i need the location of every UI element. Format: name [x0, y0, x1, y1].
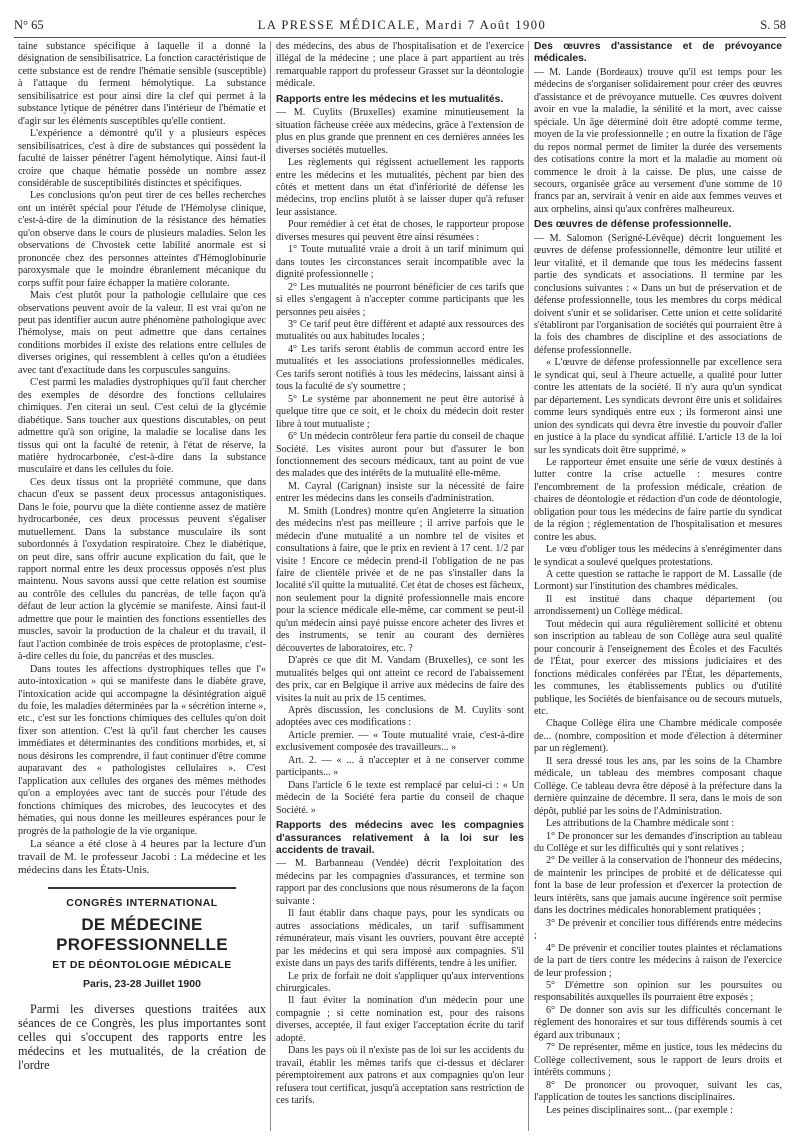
paragraph: Article premier. — « Toute mutualité vraie, c'est-à-dire exclusivement composée des travailleurs... » — [276, 729, 524, 754]
paragraph: — M. Cuylits (Bruxelles) examine minutieusement la situation fâcheuse créée aux médecins, grâce à l'extension de plus en plus grande que prennent en ces dernières années les diverses sociétés mutuelles. — [276, 107, 524, 156]
paragraph: Le prix de forfait ne doit s'appliquer qu'aux interventions chirurgicales. — [276, 970, 524, 994]
journal-title: LA PRESSE MÉDICALE, Mardi 7 Août 1900 — [257, 18, 547, 32]
section-heading — [276, 94, 524, 106]
paragraph: Les règlements qui régissent actuellement les rapports entre les médecins et les mutualités, pèchent par bien des côtés et mettent dans un état d'infériorité de défense les médecins, trop enclins plutôt à se laisser duper qu'à refuser leur assistance. — [276, 157, 524, 218]
column-2 — [276, 41, 524, 1108]
closing-paragraph: La séance a été close à 4 heures par la lecture d'un travail de M. le professeur Jacobi : La médecine et les médecins dans les États-Unis. — [18, 838, 266, 876]
list-item: 1° Toute mutualité vraie a droit à un tarif minimum qui dans toutes les circonstances serait incompatible avec la dignité professionnelle ; — [276, 244, 524, 281]
congress-dates: Paris, 23-28 Juillet 1900 — [83, 977, 201, 990]
paragraph: Dans toutes les affections dystrophiques telles que l'« auto-intoxication » qui se manifeste dans le diabète grave, l'intoxication acide qui accompagne la désintégration aiguë du foie, les maladies déterminées par la « sécrétion interne », etc., c'est sur les fonctions chimiques des cellules qu'on doit fixer son attention. C'est là qu'il faut chercher les causes immédiates et déterminantes des conditions morbides, et, si nous désirons les comprendre, il faut continuer d'être comme auparavant des « pathologistes cellulaires ». C'est l'application aux cellules des organes des mêmes méthodes qu'on a employées avec tant de succès pour l'étude des fonctions chimiques des microbes, des leucocytes et des hématies, qui nous donne les meilleures espérances pour le progrès de la pathologie de la vie organique. — [18, 663, 266, 837]
list-item: 8° De prononcer ou provoquer, suivant les cas, l'application de toutes les sanctions disciplinaires. — [534, 1079, 782, 1104]
paragraph: Mais c'est plutôt pour la pathologie cellulaire que ces observations peuvent avoir de la valeur. Il est vrai qu'on ne peut pas identifier aucun autre phénomène pathologique avec l'hémolyse, mais on peut admettre que dans certaines conditions morbides il existe des relations entre cellules de diverses origines, qui ressemblent à celles qu'on a étudiées avec tant d'exactitude dans les corpuscules sanguins. — [18, 290, 266, 376]
paragraph: Tout médecin qui aura régulièrement sollicité et obtenu son inscription au tableau de son Collège aura seul qualité pour concourir à l'enseignement des Écoles et des Facultés de l'État, pour exercer des missions judiciaires et des fonctions médicales conférées par l'État, les départements, les communes, les établissements publics ou d'utilité publique, les Sociétés de bienfaisance ou de secours mutuels, etc. — [534, 618, 782, 718]
heading-text: Rapports entre les médecins et les mutualités. — [276, 93, 504, 105]
page-header — [14, 18, 786, 36]
paragraph: Il faut établir dans chaque pays, pour les syndicats ou autres associations médicales, un tarif suffisamment rémunérateur, mais visant les ouvriers, pouvant être accepté par les médecins et qui sera imposé aux compagnies. S'il existe dans un pays des tarifs différents, tendre à les unifier. — [276, 908, 524, 970]
congress-line-2: DE MÉDECINE PROFESSIONNELLE — [56, 915, 228, 955]
paragraph: des médecins, des abus de l'hospitalisation et de l'exercice illégal de la médecine ; une place à part appartient au très remarquable rapport du professeur Grasset sur la déontologie médicale. — [276, 41, 524, 90]
congress-line-3: ET DE DÉONTOLOGIE MÉDICALE — [52, 959, 232, 972]
paragraph: Il sera dressé tous les ans, par les soins de la Chambre médicale, un tableau des membres composant chaque Collège. Ce tableau devra être déposé à la préfecture dans la dernière quinzaine de décembre. Il sera, dans le mois de son dépôt, publié par les soins de l'Administration. — [534, 755, 782, 817]
section-heading — [534, 219, 782, 231]
paragraph: C'est parmi les maladies dystrophiques qu'il faut chercher des exemples de désordre des fonctions cellulaires chimiques. J'en citerai un seul. C'est celui de la glycémie diabétique. Sans toucher aux questions discutables, on peut admettre qu'à son origine, la maladie se localise dans les tissus qui ont la faculté de retenir, à l'état de réserve, la matière hydrocarbonée, c'est-à-dire dans la substance musculaire et dans les cellules du foie. — [18, 377, 266, 476]
list-item: 6° De donner son avis sur les difficultés concernant le règlement des honoraires et sur tous différends soumis à cet égard aux tribunaux ; — [534, 1004, 782, 1041]
section-heading — [534, 41, 782, 66]
paragraph: Art. 2. — « ... à n'accepter et à ne conserver comme participants... » — [276, 754, 524, 779]
header-rule — [14, 37, 786, 38]
list-item: 5° D'émettre son opinion sur les poursuites ou responsabilités auxquelles ils pourraient être exposés ; — [534, 979, 782, 1004]
list-item: 5° Le système par abonnement ne peut être autorisé à quelque titre que ce soit, et le choix du médecin doit rester libre à tout mutualiste ; — [276, 393, 524, 430]
paragraph: Les peines disciplinaires sont... (par exemple : — [546, 1104, 733, 1116]
paragraph: Le rapporteur émet ensuite une série de vœux destinés à lutter contre la crise actuelle : mesures contre l'encombrement de la profession médicale, création de chaires de déontologie et rédaction d'un code de déontologie, obligation pour tous les médecins de faire partie du syndicat de la région ; réglementation de l'hospitalisation et mesures contre les abus. — [534, 456, 782, 543]
list-item: 3° De prévenir et concilier tous différends entre médecins ; — [534, 917, 782, 942]
paragraph: M. Cayral (Carignan) insiste sur la nécessité de faire entrer les médecins dans les conseils d'administration. — [276, 480, 524, 505]
congress-line-1: CONGRÈS INTERNATIONAL — [66, 897, 218, 909]
paragraph: D'après ce que dit M. Vandam (Bruxelles), ce sont les mutualités belges qui ont atteint ce record de l'abaissement des prix, car en Belgique il arrive aux médecins de faire des visites la nuit au prix de 15 centimes. — [276, 655, 524, 704]
paragraph: — M. Salomon (Serigné-Lévêque) décrit longuement les œuvres de défense professionnelle, démontre leur utilité et leur vitalité, et il demande que tous les médecins fassent partie des syndicats et associations. Il termine par les conclusions suivantes : « Dans un but de préservation et de défense professionnelle, tous les membres du corps médical doivent s'unir et se solidariser. Cette union et cette solidarité s'établiront par l'organisation de sociétés qui pourraient être à la fois des chambres de discipline et des associations de défense professionnelle. — [534, 232, 782, 356]
paragraph: Dans l'article 6 le texte est remplacé par celui-ci : « Un médecin de la Société fera partie du conseil de chaque Société. » — [276, 779, 524, 816]
list-item: 6° Un médecin contrôleur fera partie du conseil de chaque Société. Les visites auront pour but d'assurer le bon fonctionnement des secours médicaux, tant au point de vue des malades que des intérêts de la mutualité elle-même. — [276, 431, 524, 480]
paragraph: M. Smith (Londres) montre qu'en Angleterre la situation des médecins n'est pas meilleure ; il arrive parfois que le médecin d'une mutualité a un nombre tel de visites et consultations à faire, que le prix en revient à 17 cent. 1/2 par visite ! Encore ce médecin prend-il l'obligation de ne pas faire de clientèle privée et de ne pas s'installer dans la localité s'il quitte la mutualité. Cet état de choses est fâcheux, non seulement pour la dignité professionnelle mais encore pour la science médicale elle-même, car comment se peut-il qu'un médecin ainsi payé puisse encore acheter des livres et des instruments, se tenir au courant des dernières découvertes de laboratoires, etc. ? — [276, 505, 524, 654]
list-item: 2° Les mutualités ne pourront bénéficier de ces tarifs que si elles s'engagent à n'accepter comme participants que les personnes peu aisées ; — [276, 281, 524, 318]
page-number: S. 58 — [760, 18, 786, 32]
column-1 — [18, 41, 266, 1072]
issue-number: N° 65 — [14, 18, 44, 32]
section-heading — [276, 820, 524, 857]
paragraph: Pour remédier à cet état de choses, le rapporteur propose diverses mesures qui peuvent être ainsi résumées : — [276, 219, 524, 243]
paragraph: Le vœu d'obliger tous les médecins à s'enrégimenter dans le syndicat a soulevé quelques protestations. — [534, 544, 782, 568]
heading-text: Rapports des médecins avec les compagnies d'assurances relativement à la loi sur les accidents de travail. — [276, 820, 524, 856]
paragraph: L'expérience a démontré qu'il y a plusieurs espèces sensibilisatrices, c'est à dire de substances qui possèdent la faculté de laisser pénétrer l'agent hémolytique. Ainsi faut-il croire que chaque hématie possède un nombre assez considérable de susceptibilités distinctes et spécifiques. — [18, 128, 266, 189]
list-item: 7° De représenter, même en justice, tous les médecins du Collège collectivement, sous le rapport de leurs droits et intérêts communs ; — [534, 1042, 782, 1079]
congress-heading — [18, 897, 266, 990]
paragraph: Les conclusions qu'on peut tirer de ces belles recherches ont un intérêt spécial pour l'étude de l'Hémolyse clinique, c'est-à-dire de la diminution de la résistance des hématies qu'on observe dans le cours de plusieurs maladies. Selon les observations de Chvostek cette labilité anormale est si prononcée chez des personnes atteintes d'Hémoglobinurie paroxysmale que le moindre ébranlement mécanique du corps suffit pour faire échapper la matière colorante. — [18, 190, 266, 289]
paragraph: Parmi les diverses questions traitées aux séances de ce Congrès, les plus importantes sont celles qui s'occupent des rapports entre les médecins et les mutualités, de la création de l'ordre — [18, 1002, 266, 1073]
paragraph: Il faut éviter la nomination d'un médecin pour une compagnie ; si cette nomination est, pour des raisons diverses, acceptée, il faut exiger l'acceptation écrite du tarif adopté. — [276, 995, 524, 1044]
heading-text: Des œuvres d'assistance et de prévoyance médicales. — [534, 41, 782, 65]
column-3 — [534, 41, 782, 1117]
paragraph: Après discussion, les conclusions de M. Cuylits sont adoptées avec ces modifications : — [276, 705, 524, 729]
paragraph: — M. Barbanneau (Vendée) décrit l'exploitation des médecins par les compagnies d'assurances, et termine son rapport par des conclusions que nous résumerons de la façon suivante : — [276, 858, 524, 907]
list-item: 1° De prononcer sur les demandes d'inscription au tableau du Collège et sur les difficultés qui y sont relatives ; — [534, 830, 782, 854]
list-item: 2° De veiller à la conservation de l'honneur des médecins, de maintenir les principes de probité et de délicatesse qui font la base de leur profession et d'exercer la protection de leurs intérêts, sans que jamais aucune ingérence soit permise dans les doctrines médicales honorablement pratiquées ; — [534, 855, 782, 917]
paragraph: A cette question se rattache le rapport de M. Lassalle (de Lormont) sur l'institution des chambres médicales. — [534, 569, 782, 593]
section-rule — [48, 887, 236, 889]
paragraph: Dans les pays où il n'existe pas de loi sur les accidents du travail, établir les mêmes tarifs que ci-dessus et déclarer péremptoirement aux patrons et aux compagnies qu'on leur refusera tout certificat, jusqu'à acceptation sans restriction de ces tarifs. — [276, 1045, 524, 1107]
column-divider — [270, 41, 271, 1131]
paragraph: Ces deux tissus ont la propriété commune, que dans chacun d'eux se passent deux processus antagonistiques. Dans le foie, pourvu que la diète contienne assez de matière hydrocarbonée, ces deux processus peuvent s'égaliser mutuellement. Dans la substance musculaire ils sont subordonnés à l'oxydation respiratoire. Chez le diabétique, on peut dire, sans offrir aucune explication du fait, que le rapport normal entre les deux processus opposés n'est plus maintenu. Nous savons aussi que cette relation est soumise au contrôle des cellules du pancréas, de telle façon qu'à défaut de leur action la glycémie se manifeste. Ainsi faut-il admettre que pour le maintien des fonctions essentielles des muscles, savoir la production de la chaleur et du travail, il faut l'action combinée de trois espèces de protoplasme, c'est-à-dire celles du foie, du pancréas et des muscles. — [18, 476, 266, 663]
paragraph: Les attributions de la Chambre médicale sont : — [546, 818, 735, 830]
list-item: 3° Ce tarif peut être différent et adapté aux ressources des mutualités ou aux habitudes locales ; — [276, 318, 524, 343]
paragraph: — M. Lande (Bordeaux) trouve qu'il est temps pour les médecins de s'organiser solidairement pour créer des œuvres d'assistance et de prévoyance mutuelle. Ces œuvres doivent avoir en vue la maladie, la sénilité et la mort, avec caisse spéciale. Un âge déterminé doit être adopté comme terme, moyen de la vie professionnelle ; en outre la fixation de l'âge du repos normal permet de limiter la durée des versements des cotisations contre la mort et la maladie au moment où commence le droit à la caisse. De plus, une caisse de secours, organisée grâce au versement d'une somme de 10 francs par an, servirait à venir en aide aux femmes veuves et aux orphelins, ainsi qu'aux confrères malheureux. — [534, 66, 782, 215]
column-divider — [528, 41, 529, 1131]
heading-text: Des œuvres de défense professionnelle. — [534, 219, 732, 231]
paragraph: Chaque Collège élira une Chambre médicale composée de... (nombre, composition et mode d'élection à déterminer par un règlement). — [534, 718, 782, 755]
paragraph: « L'œuvre de défense professionnelle par excellence sera le syndicat qui, seul à l'heure actuelle, a qualité pour lutter contre les attentats de la société. Il n'y aura qu'un syndicat par département. Les syndicats devront être unis et solidaires comme leurs syndiqués entre eux ; ils formeront ainsi une union des syndicats qui devra être investie du pouvoir d'aller en justice à la place du syndicat affilié. L'article 13 de la loi sur les syndicats doit être supprimé. » — [534, 357, 782, 456]
paragraph: taine substance spécifique à laquelle il a donné la désignation de sensibilisatrice. La fonction caractéristique de cette substance est de rendre l'hématie sensible (susceptible) à l'attaque du ferment hémolytique. La substance sensibilisatrice est pour ainsi dire la clef qui permet à la substance lytique de pénétrer dans l'intérieur de l'hématie et d'agir sur les éléments susceptibles qu'elle contient. — [18, 41, 266, 127]
list-item: 4° De prévenir et concilier toutes plaintes et réclamations de la part de tiers contre les médecins à raison de l'exercice de leur profession ; — [534, 942, 782, 979]
list-item: 4° Les tarifs seront établis de commun accord entre les mutualités et les associations professionnelles médicales. Ces tarifs seront notifiés à tous les médecins, laissant ainsi à tous la faculté de s'y soumettre ; — [276, 343, 524, 393]
paragraph: Il est institué dans chaque département (ou arrondissement) un Collège médical. — [534, 593, 782, 618]
